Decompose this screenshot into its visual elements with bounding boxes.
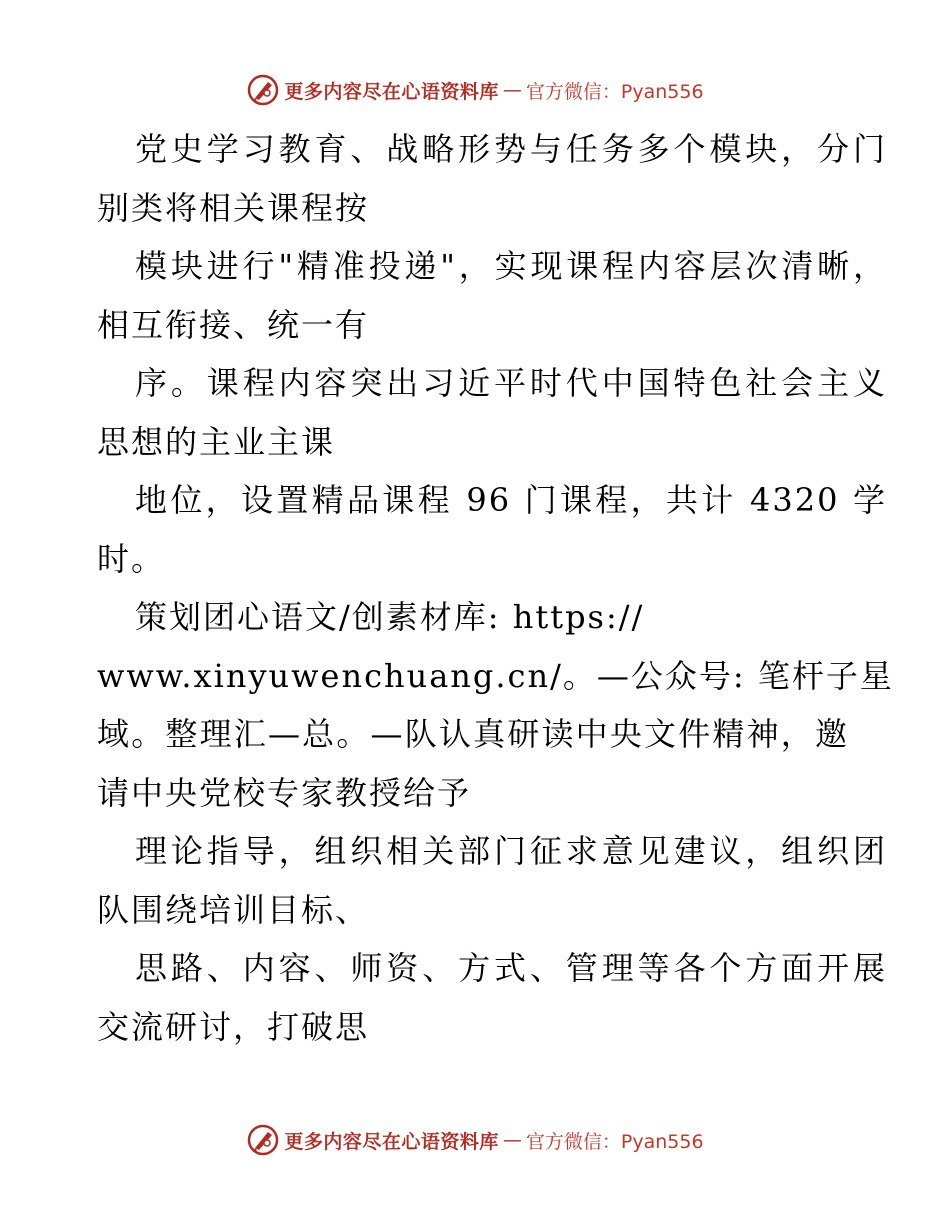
footer-dash: — bbox=[502, 1129, 522, 1151]
body-line: 相互衔接、统一有 bbox=[97, 305, 370, 344]
body-line: 理论指导，组织相关部门征求意见建议，组织团 bbox=[135, 832, 887, 870]
body-line: 序。课程内容突出习近平时代中国特色社会主义 bbox=[135, 364, 887, 402]
pen-logo-icon bbox=[246, 1123, 280, 1157]
body-line: 交流研讨，打破思 bbox=[97, 1007, 370, 1046]
body-line: www.xinyuwenchuang.cn/。—公众号: 笔杆子星 bbox=[97, 656, 894, 695]
footer-site-text: 更多内容尽在心语资料库 bbox=[284, 1130, 499, 1153]
body-line: 党史学习教育、战略形势与任务多个模块，分门 bbox=[135, 130, 887, 168]
body-line: 请中央党校专家教授给予 bbox=[97, 773, 472, 812]
body-line: 时。 bbox=[97, 539, 166, 578]
header-wechat-text: 官方微信：Pyan556 bbox=[525, 80, 704, 103]
pen-logo-icon bbox=[246, 73, 280, 107]
body-line: 思想的主业主课 bbox=[97, 422, 336, 461]
header-dash: — bbox=[502, 79, 522, 101]
body-line: 思路、内容、师资、方式、管理等各个方面开展 bbox=[135, 949, 887, 987]
body-line: 策划团心语文/创素材库: https:// bbox=[135, 598, 645, 636]
body-line: 别类将相关课程按 bbox=[97, 188, 370, 227]
header-banner bbox=[0, 70, 950, 110]
body-line: 域。整理汇—总。—队认真研读中央文件精神，邀 bbox=[97, 715, 849, 753]
body-line: 模块进行"精准投递"，实现课程内容层次清晰， bbox=[135, 247, 887, 285]
footer-banner bbox=[0, 1120, 950, 1160]
header-site-text: 更多内容尽在心语资料库 bbox=[284, 80, 499, 103]
body-line: 队围绕培训目标、 bbox=[97, 890, 370, 929]
document-body bbox=[97, 120, 894, 1056]
footer-wechat-text: 官方微信：Pyan556 bbox=[525, 1130, 704, 1153]
body-line: 地位，设置精品课程 96 门课程，共计 4320 学 bbox=[135, 481, 887, 519]
